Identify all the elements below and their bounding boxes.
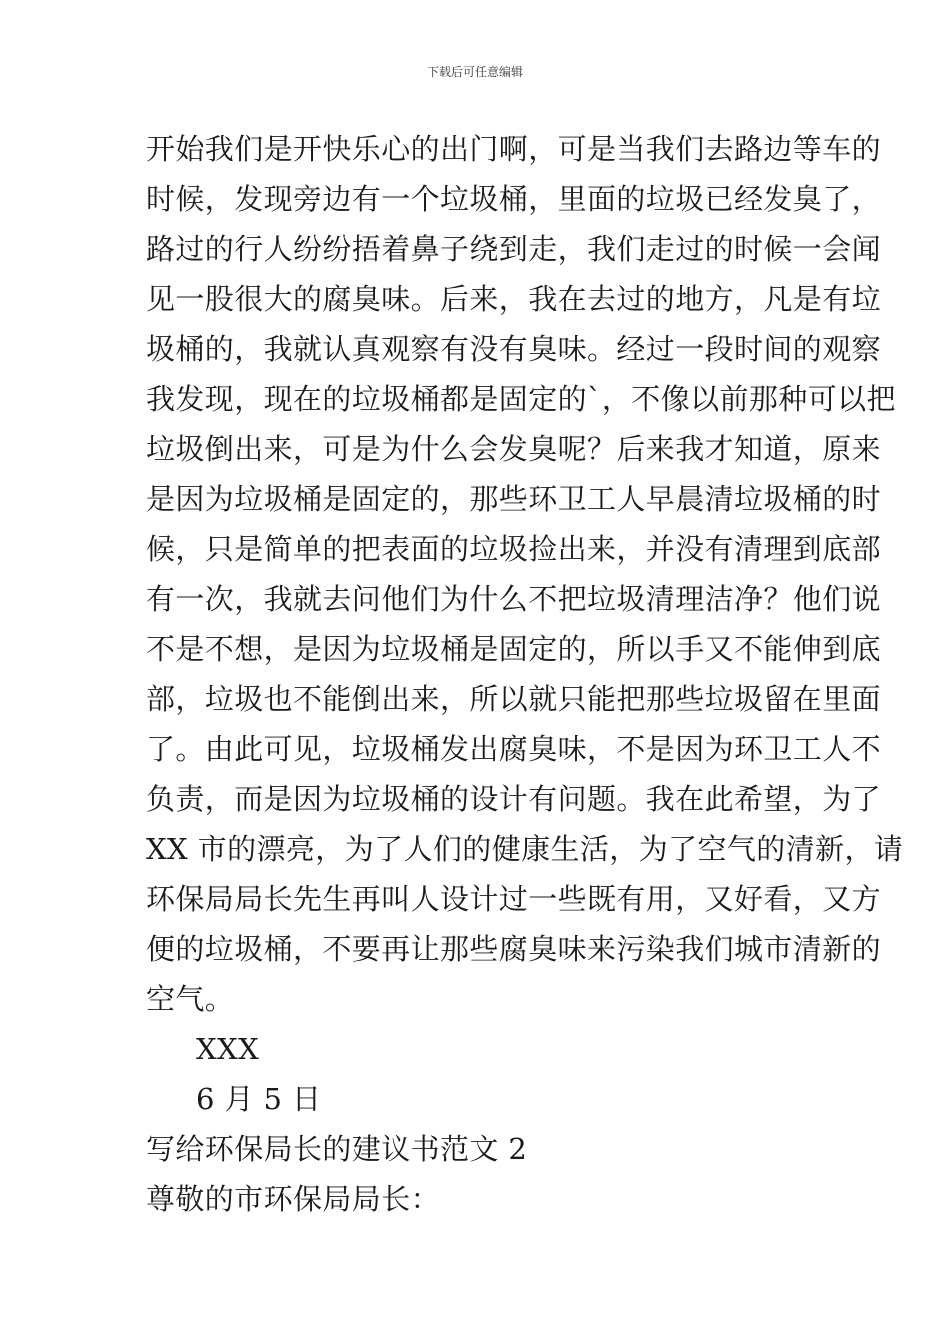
body-line: XX 市的漂亮，为了人们的健康生活，为了空气的清新，请 <box>146 832 904 866</box>
letter-body <box>146 124 904 1224</box>
body-line: 圾桶的，我就认真观察有没有臭味。经过一段时间的观察 <box>146 332 882 366</box>
body-line: 部，垃圾也不能倒出来，所以就只能把那些垃圾留在里面 <box>146 682 882 716</box>
body-line: 环保局局长先生再叫人设计过一些既有用，又好看，又方 <box>146 882 882 916</box>
body-line: 时候，发现旁边有一个垃圾桶，里面的垃圾已经发臭了， <box>146 182 882 216</box>
body-line: 见一股很大的腐臭味。后来，我在去过的地方，凡是有垃 <box>146 282 882 316</box>
section-title: 写给环保局长的建议书范文 2 <box>146 1132 528 1166</box>
page-header-note: 下载后可任意编辑 <box>426 65 523 79</box>
body-line: 我发现，现在的垃圾桶都是固定的`，不像以前那种可以把 <box>146 382 896 416</box>
body-line: 了。由此可见，垃圾桶发出腐臭味，不是因为环卫工人不 <box>146 732 882 766</box>
body-line: 便的垃圾桶，不要再让那些腐臭味来污染我们城市清新的 <box>146 932 882 966</box>
signature: XXX <box>196 1032 260 1066</box>
body-line: 空气。 <box>146 982 235 1016</box>
body-line: 垃圾倒出来，可是为什么会发臭呢？后来我才知道，原来 <box>146 432 882 466</box>
body-line: 不是不想，是因为垃圾桶是固定的，所以手又不能伸到底 <box>146 632 882 666</box>
salutation: 尊敬的市环保局局长： <box>146 1182 441 1216</box>
body-line: 有一次，我就去问他们为什么不把垃圾清理洁净？他们说 <box>146 582 882 616</box>
body-line: 是因为垃圾桶是固定的，那些环卫工人早晨清垃圾桶的时 <box>146 482 882 516</box>
body-line: 候，只是简单的把表面的垃圾捡出来，并没有清理到底部 <box>146 532 882 566</box>
body-line: 路过的行人纷纷捂着鼻子绕到走，我们走过的时候一会闻 <box>146 232 882 266</box>
body-line: 开始我们是开快乐心的出门啊，可是当我们去路边等车的 <box>146 132 882 166</box>
letter-date: 6 月 5 日 <box>196 1082 322 1116</box>
body-line: 负责，而是因为垃圾桶的设计有问题。我在此希望，为了 <box>146 782 882 816</box>
